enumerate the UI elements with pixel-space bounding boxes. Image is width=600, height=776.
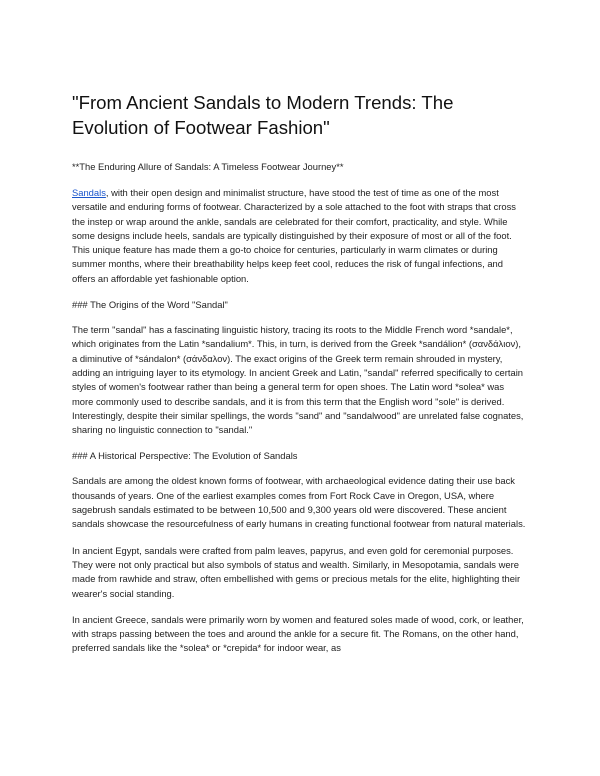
sandals-link[interactable]: Sandals xyxy=(72,187,106,198)
section-heading-origins: ### The Origins of the Word "Sandal" xyxy=(72,299,228,311)
intro-paragraph xyxy=(72,186,528,286)
history-paragraph-3: In ancient Greece, sandals were primarily worn by women and featured soles made of wood, cork, or leather, with straps passing between the toes and around the ankle for a secure fit. The Romans, on the other hand, preferred sandals like the *solea* or *crepida* for indoor wear, as xyxy=(72,613,524,654)
document-subtitle: **The Enduring Allure of Sandals: A Timeless Footwear Journey** xyxy=(72,161,344,172)
document-page xyxy=(72,90,528,668)
origins-paragraph: The term "sandal" has a fascinating linguistic history, tracing its roots to the Middle French word *sandale*, which originates from the Latin *sandalium*. This, in turn, is derived from the Greek *sandálion* (σανδάλιον), a diminutive of *sándalon* (σάνδαλον). The exact origins of the Greek term remain shrouded in mystery, adding an intriguing layer to its etymology. In ancient Greek and Latin, "sandal" referred specifically to certain styles of women's footwear rather than being a general term for open shoes. The Latin word *solea* was more commonly used to describe sandals, and it is from this term that the English word "sole" is derived. Interestingly, despite their similar spellings, the words "sand" and "sandalwood" are unrelated false cognates, sharing no linguistic connection to "sandal." xyxy=(72,324,524,436)
history-paragraph-1: Sandals are among the oldest known forms of footwear, with archaeological evidence dating their use back thousands of years. One of the earliest examples comes from Fort Rock Cave in Oregon, USA, where sagebrush sandals estimated to be between 10,500 and 9,300 years old were discovered. These ancient sandals showcase the resourcefulness of early humans in creating functional footwear from natural materials. xyxy=(72,475,526,530)
section-heading-history: ### A Historical Perspective: The Evolution of Sandals xyxy=(72,450,298,462)
document-title: "From Ancient Sandals to Modern Trends: The Evolution of Footwear Fashion" xyxy=(72,92,454,138)
history-paragraph-2: In ancient Egypt, sandals were crafted from palm leaves, papyrus, and even gold for ceremonial purposes. They were not only practical but also symbols of status and wealth. Similarly, in Mesopotamia, sandals were made from rawhide and straw, often embellished with gems or precious metals for the elite, highlighting their wearer's social standing. xyxy=(72,544,521,599)
intro-text: , with their open design and minimalist structure, have stood the test of time as one of the most versatile and enduring forms of footwear. Characterized by a sole attached to the foot with straps that cross the instep or wrap around the ankle, sandals are celebrated for their comfort, practicality, and style. While some designs include heels, sandals are typically distinguished by their exposure of most or all of the foot. This unique feature has made them a go-to choice for centuries, particularly in warm climates or during summer months, where their breathability helps keep feet cool, reduces the risk of fungal infections, and offers an affordable yet fashionable option. xyxy=(72,187,516,284)
